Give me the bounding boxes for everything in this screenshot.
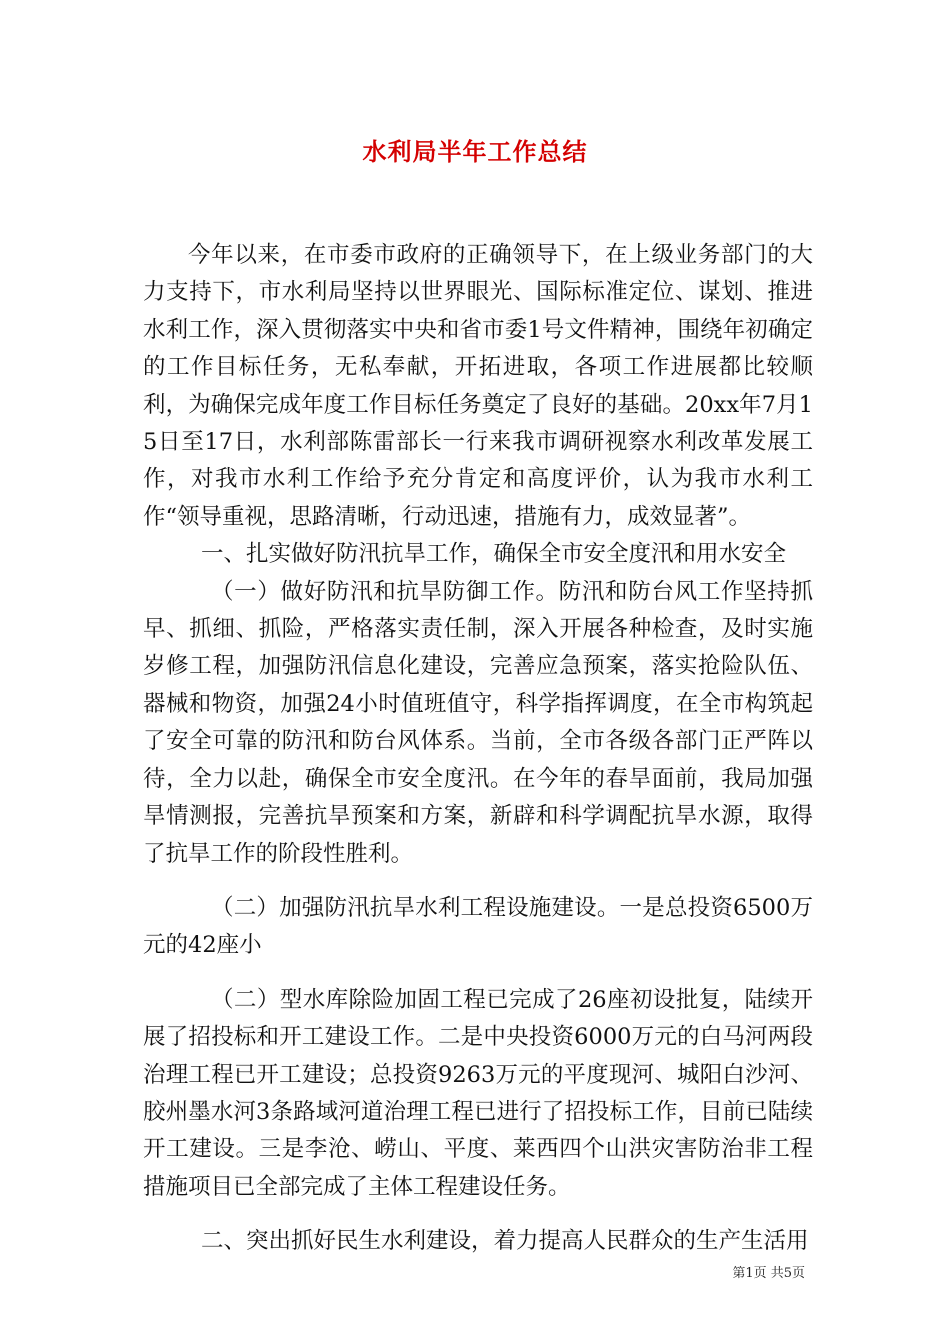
section-heading-2: 二、突出抓好民生水利建设，着力提高人民群众的生产生活用	[201, 1228, 809, 1255]
subsection-paragraph-2: （二）加强防汛抗旱水利工程设施建设。一是总投资6500万元的42座小	[143, 894, 813, 959]
section-heading-1: 一、扎实做好防汛抗旱工作，确保全市安全度汛和用水安全	[201, 541, 787, 568]
intro-paragraph: 今年以来，在市委市政府的正确领导下，在上级业务部门的大力支持下，市水利局坚持以世界眼光、国际标准定位、谋划、推进水利工作，深入贯彻落实中央和省市委1号文件精神，围绕年初确定的工作目标任务，无私奉献，开拓进取，各项工作进展都比较顺利，为确保完成年度工作目标任务奠定了良好的基础。20xx年7月15日至17日，水利部陈雷部长一行来我市调研视察水利改革发展工作，对我市水利工作给予充分肯定和高度评价，认为我市水利工作“领导重视，思路清晰，行动迅速，措施有力，成效显著”。	[143, 242, 813, 530]
document-body	[143, 237, 813, 1261]
document-title: 水利局半年工作总结	[362, 137, 588, 166]
page-number: 第1页 共5页	[732, 1266, 805, 1281]
subsection-paragraph-3: （二）型水库除险加固工程已完成了26座初设批复，陆续开展了招投标和开工建设工作。二是中央投资6000万元的白马河两段治理工程已开工建设；总投资9263万元的平度现河、城阳白沙河、胶州墨水河3条路域河道治理工程已进行了招投标工作，目前已陆续开工建设。三是李沧、崂山、平度、莱西四个山洪灾害防治非工程措施项目已全部完成了主体工程建设任务。	[143, 986, 813, 1200]
subsection-paragraph-1: （一）做好防汛和抗旱防御工作。防汛和防台风工作坚持抓早、抓细、抓险，严格落实责任制，深入开展各种检查，及时实施岁修工程，加强防汛信息化建设，完善应急预案，落实抢险队伍、器械和物资，加强24小时值班值守，科学指挥调度，在全市构筑起了安全可靠的防汛和防台风体系。当前，全市各级各部门正严阵以待，全力以赴，确保全市安全度汛。在今年的春旱面前，我局加强旱情测报，完善抗旱预案和方案，新辟和科学调配抗旱水源，取得了抗旱工作的阶段性胜利。	[143, 578, 813, 867]
